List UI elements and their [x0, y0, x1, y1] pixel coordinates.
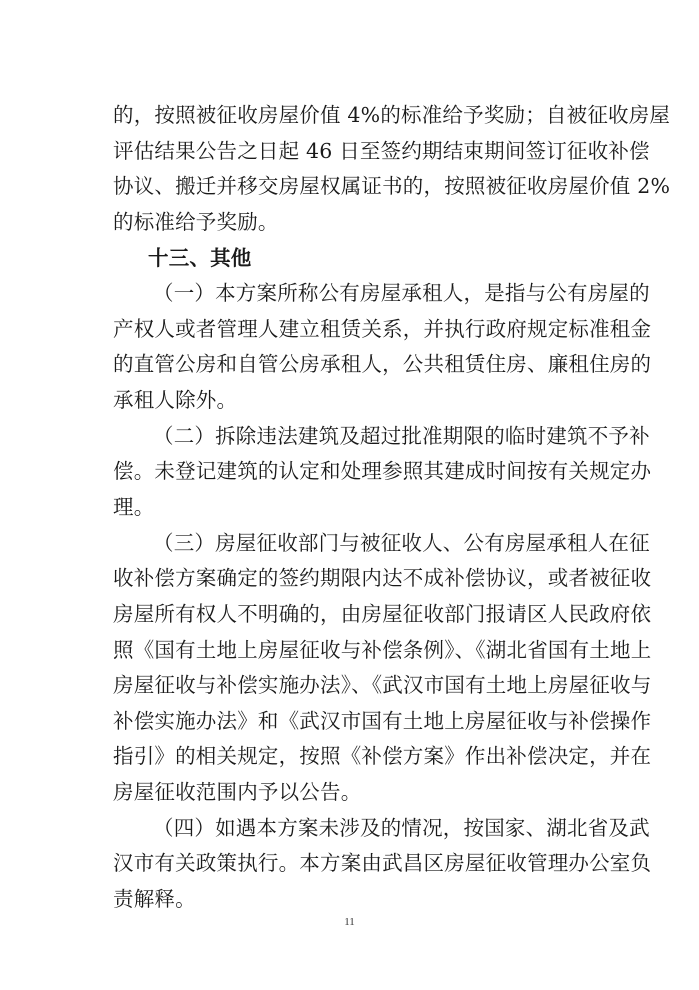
paragraph-line: 责解释。	[113, 887, 196, 911]
paragraph-line: 产权人或者管理人建立租赁关系，并执行政府规定标准租金	[113, 317, 652, 341]
section-heading: 十三、其他	[148, 246, 252, 270]
paragraph-line: 承租人除外。	[113, 388, 238, 412]
paragraph-line: 房屋征收范围内予以公告。	[113, 780, 362, 804]
paragraph-line: 的直管公房和自管公房承租人，公共租赁住房、廉租住房的	[113, 352, 652, 376]
paragraph-line: 偿。未登记建筑的认定和处理参照其建成时间按有关规定办	[113, 459, 652, 483]
paragraph-line: 协议、搬迁并移交房屋权属证书的，按照被征收房屋价值 2%	[113, 174, 671, 198]
paragraph-line: （四）如遇本方案未涉及的情况，按国家、湖北省及武	[153, 816, 650, 840]
paragraph-line: （一）本方案所称公有房屋承租人，是指与公有房屋的	[153, 281, 650, 305]
page-number: 11	[344, 916, 355, 928]
paragraph-line: 房屋征收与补偿实施办法》、《武汉市国有土地上房屋征收与	[113, 673, 652, 697]
paragraph-line: 补偿实施办法》和《武汉市国有土地上房屋征收与补偿操作	[113, 709, 652, 733]
paragraph-line: 理。	[113, 495, 155, 519]
paragraph-line: 评估结果公告之日起 46 日至签约期结束期间签订征收补偿	[113, 139, 650, 163]
paragraph-line: 的标准给予奖励。	[113, 210, 279, 234]
paragraph-line: （三）房屋征收部门与被征收人、公有房屋承租人在征	[153, 531, 650, 555]
paragraph-line: 的，按照被征收房屋价值 4%的标准给予奖励；自被征收房屋	[113, 103, 671, 127]
paragraph-line: 收补偿方案确定的签约期限内达不成补偿协议，或者被征收	[113, 566, 652, 590]
paragraph-line: 指引》的相关规定，按照《补偿方案》作出补偿决定，并在	[113, 744, 652, 768]
paragraph-line: 汉市有关政策执行。本方案由武昌区房屋征收管理办公室负	[113, 851, 652, 875]
paragraph-line: 照《国有土地上房屋征收与补偿条例》、《湖北省国有土地上	[113, 638, 652, 662]
paragraph-line: （二）拆除违法建筑及超过批准期限的临时建筑不予补	[153, 424, 650, 448]
paragraph-line: 房屋所有权人不明确的，由房屋征收部门报请区人民政府依	[113, 602, 652, 626]
